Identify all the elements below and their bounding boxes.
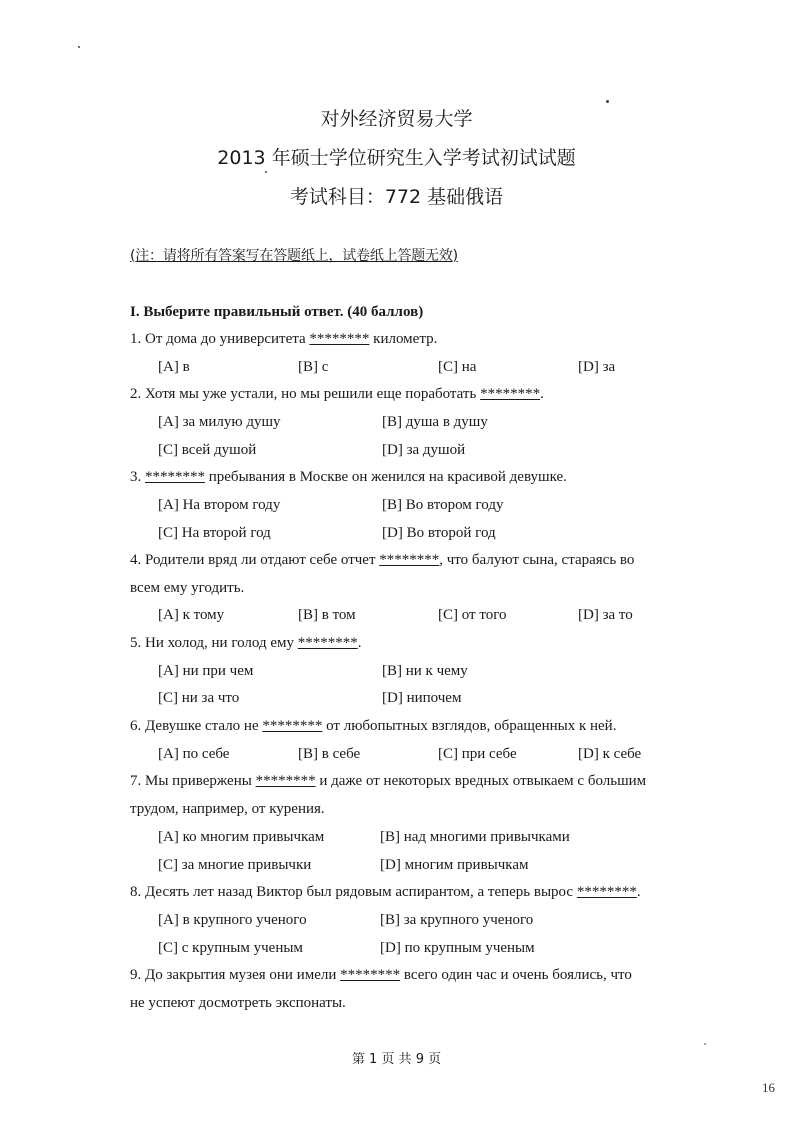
option-b: [B] за крупного ученого <box>380 912 534 928</box>
answer-blank: ******** <box>262 718 323 734</box>
university-title: 对外经济贸易大学 <box>320 108 473 130</box>
option-c: [C] На второй год <box>158 525 271 541</box>
question-text-after: от любопытных взглядов, обращенных к ней. <box>326 718 617 734</box>
scan-speck <box>606 100 609 103</box>
question-text-after: всего один час и очень боялись, что <box>403 967 632 983</box>
question-text-before: От дома до университета <box>145 331 306 347</box>
option-d: [D] к себе <box>578 746 642 762</box>
option-b: [B] ни к чему <box>382 663 468 679</box>
question-1 <box>130 331 437 348</box>
question-number: 4. <box>130 552 142 568</box>
answer-blank: ******** <box>379 552 440 568</box>
option-c: [C] при себе <box>438 746 517 762</box>
option-b: [B] в том <box>298 607 356 623</box>
answer-blank: ******** <box>297 635 358 651</box>
question-text-after: . <box>357 635 362 651</box>
answer-blank: ******** <box>340 967 401 983</box>
question-5 <box>130 635 362 652</box>
option-d: [D] Во второй год <box>382 525 496 541</box>
question-continuation: всем ему угодить. <box>130 580 245 596</box>
option-b: [B] над многими привычками <box>380 829 570 845</box>
question-4 <box>130 552 634 569</box>
scan-speck <box>265 171 267 173</box>
question-text-after: . <box>636 884 641 900</box>
question-7 <box>130 773 646 790</box>
scan-speck <box>78 46 80 48</box>
question-text-before: Хотя мы уже устали, но мы решили еще поработать <box>145 386 477 402</box>
option-a: [A] за милую душу <box>158 414 281 430</box>
question-number: 2. <box>130 386 142 402</box>
option-c: [C] за многие привычки <box>158 857 312 873</box>
option-c: [C] ни за что <box>158 690 240 706</box>
question-text-after: пребывания в Москве он женился на красивой девушке. <box>208 469 567 485</box>
option-b: [B] Во втором году <box>382 497 504 513</box>
question-text-after: километр. <box>373 331 438 347</box>
question-text-before: Десять лет назад Виктор был рядовым аспирантом, а теперь вырос <box>145 884 574 900</box>
question-number: 3. <box>130 469 142 485</box>
question-text-before: Родители вряд ли отдают себе отчет <box>145 552 376 568</box>
corner-page-number: 16 <box>762 1080 775 1095</box>
page-footer: 第 1 页 共 9 页 <box>351 1052 442 1067</box>
question-text-after: , что балуют сына, стараясь во <box>439 552 635 568</box>
question-2 <box>130 386 544 403</box>
answer-blank: ******** <box>480 386 541 402</box>
answer-blank: ******** <box>576 884 637 900</box>
question-number: 7. <box>130 773 142 789</box>
question-text-after: и даже от некоторых вредных отвыкаем с большим <box>319 773 647 789</box>
option-d: [D] за душой <box>382 442 466 458</box>
option-b: [B] с <box>298 359 329 375</box>
option-d: [D] за <box>578 359 616 375</box>
question-8 <box>130 884 641 901</box>
question-3 <box>130 469 567 486</box>
option-d: [D] за то <box>578 607 633 623</box>
option-a: [A] к тому <box>158 607 225 623</box>
question-continuation: трудом, например, от курения. <box>130 801 325 817</box>
option-a: [A] в <box>158 359 190 375</box>
question-6 <box>130 718 616 735</box>
scan-speck <box>704 1043 706 1045</box>
question-9 <box>130 967 632 984</box>
question-number: 9. <box>130 967 142 983</box>
question-number: 8. <box>130 884 142 900</box>
answer-blank: ******** <box>309 331 370 347</box>
option-a: [A] ни при чем <box>158 663 254 679</box>
question-number: 5. <box>130 635 142 651</box>
answer-blank: ******** <box>255 773 316 789</box>
question-number: 6. <box>130 718 142 734</box>
question-continuation: не успеют досмотреть экспонаты. <box>130 995 346 1011</box>
option-a: [A] в крупного ученого <box>158 912 307 928</box>
option-b: [B] душа в душу <box>382 414 488 430</box>
question-text-before: Ни холод, ни голод ему <box>145 635 294 651</box>
option-c: [C] всей душой <box>158 442 257 458</box>
question-text-after: . <box>540 386 544 402</box>
answer-blank: ******** <box>145 469 205 485</box>
option-c: [C] от того <box>438 607 507 623</box>
exam-subject: 考试科目：772 基础俄语 <box>289 186 504 208</box>
question-number: 1. <box>130 331 142 347</box>
option-b: [B] в себе <box>298 746 361 762</box>
option-d: [D] по крупным ученым <box>380 940 535 956</box>
option-d: [D] многим привычкам <box>380 857 529 873</box>
option-a: [A] по себе <box>158 746 230 762</box>
option-c: [C] с крупным ученым <box>158 940 303 956</box>
option-d: [D] нипочем <box>382 690 462 706</box>
instruction-note: (注：请将所有答案写在答题纸上，试卷纸上答题无效) <box>130 248 458 264</box>
option-c: [C] на <box>438 359 477 375</box>
option-a: [A] ко многим привычкам <box>158 829 325 845</box>
section-title: I. Выберите правильный ответ. (40 баллов) <box>130 304 424 320</box>
exam-title: 2013 年硕士学位研究生入学考试初试试题 <box>217 147 576 169</box>
question-text-before: Девушке стало не <box>145 718 259 734</box>
option-a: [A] На втором году <box>158 497 281 513</box>
question-text-before: Мы привержены <box>145 773 252 789</box>
question-text-before: До закрытия музея они имели <box>145 967 337 983</box>
